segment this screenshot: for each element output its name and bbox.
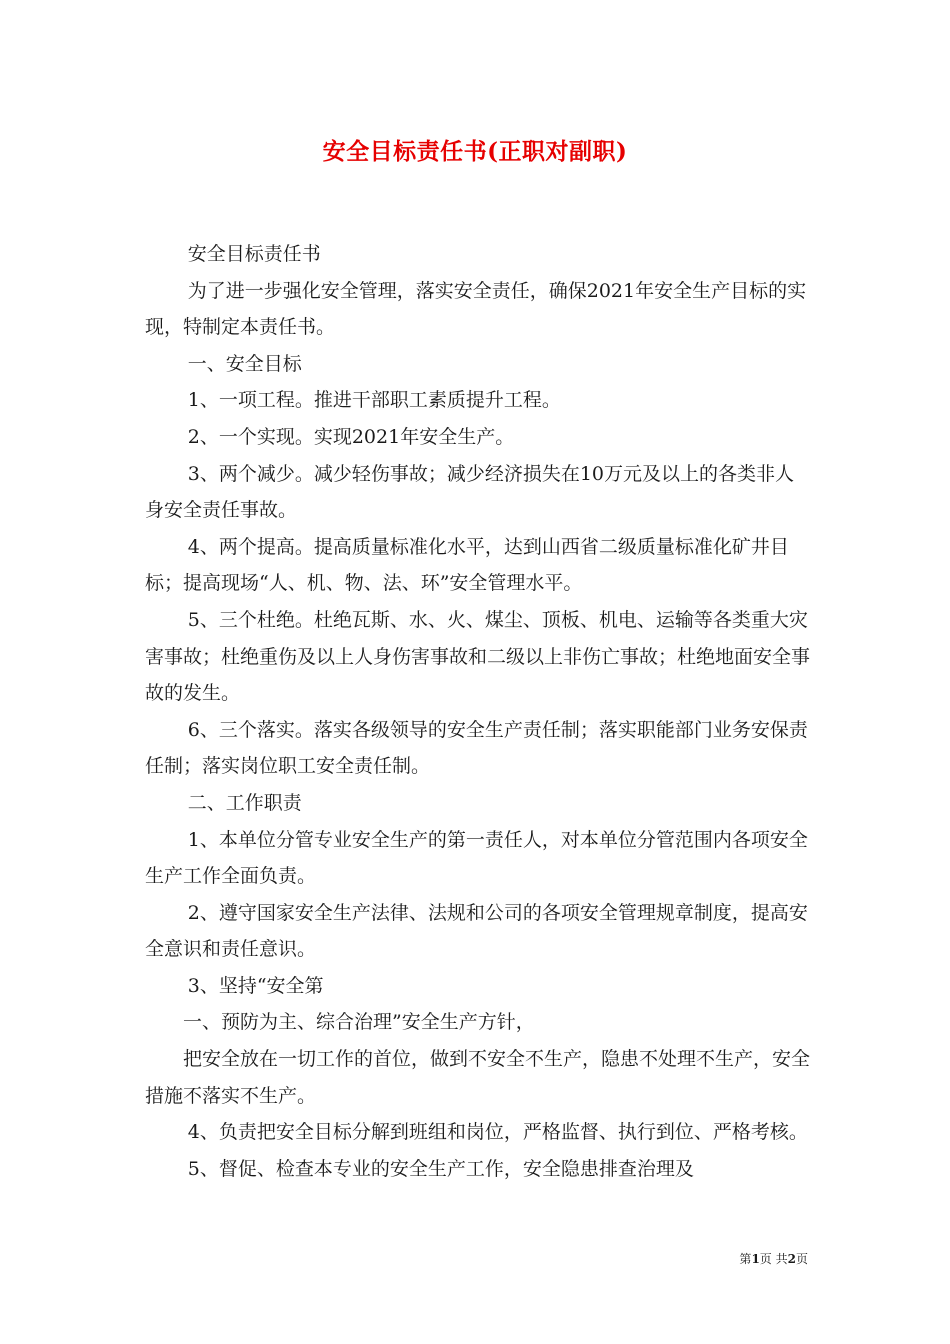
section-heading-safety-goals: 一、安全目标 xyxy=(187,352,302,375)
document-body xyxy=(145,236,810,1187)
paragraph-duty-3-detail: 把安全放在一切工作的首位，做到不安全不生产，隐患不处理不生产，安全措施不落实不生产。 xyxy=(145,1048,811,1107)
footer-prefix: 第 xyxy=(739,1252,752,1266)
paragraph-duty-2: 2、遵守国家安全生产法律、法规和公司的各项安全管理规章制度，提高安全意识和责任意识。 xyxy=(145,901,808,961)
document-title: 安全目标责任书(正职对副职) xyxy=(322,138,628,165)
page-footer xyxy=(739,1250,808,1267)
footer-total-pages: 2 xyxy=(787,1252,796,1266)
paragraph-goal-2: 2、一个实现。实现2021年安全生产。 xyxy=(187,425,515,448)
footer-suffix: 页 xyxy=(795,1252,808,1266)
paragraph-heading: 安全目标责任书 xyxy=(187,243,321,265)
paragraph-duty-5: 5、督促、检查本专业的安全生产工作，安全隐患排查治理及 xyxy=(187,1157,694,1180)
paragraph-intro: 为了进一步强化安全管理，落实安全责任，确保2021年安全生产目标的实现，特制定本责任书。 xyxy=(145,279,807,339)
paragraph-duty-1: 1、本单位分管专业安全生产的第一责任人，对本单位分管范围内各项安全生产工作全面负责。 xyxy=(145,828,808,888)
paragraph-goal-5: 5、三个杜绝。杜绝瓦斯、水、火、煤尘、顶板、机电、运输等各类重大灾害事故；杜绝重伤及以上人身伤害事故和二级以上非伤亡事故；杜绝地面安全事故的发生。 xyxy=(145,608,811,705)
paragraph-goal-4: 4、两个提高。提高质量标准化水平，达到山西省二级质量标准化矿井目标；提高现场“人、机、物、法、环”安全管理水平。 xyxy=(145,535,789,595)
footer-middle: 页 共 xyxy=(759,1252,788,1266)
section-heading-duties: 二、工作职责 xyxy=(187,791,302,814)
paragraph-duty-4: 4、负责把安全目标分解到班组和岗位，严格监督、执行到位、严格考核。 xyxy=(187,1121,808,1144)
paragraph-goal-1: 1、一项工程。推进干部职工素质提升工程。 xyxy=(187,389,561,412)
paragraph-goal-6: 6、三个落实。落实各级领导的安全生产责任制；落实职能部门业务安保责任制；落实岗位职工安全责任制。 xyxy=(145,718,808,778)
paragraph-duty-3-cont: 一、预防为主、综合治理”安全生产方针， xyxy=(183,1011,535,1034)
paragraph-goal-3: 3、两个减少。减少轻伤事故；减少经济损失在10万元及以上的各类非人身安全责任事故。 xyxy=(145,462,795,522)
paragraph-duty-3: 3、坚持“安全第 xyxy=(187,974,324,997)
footer-current-page: 1 xyxy=(751,1252,760,1266)
